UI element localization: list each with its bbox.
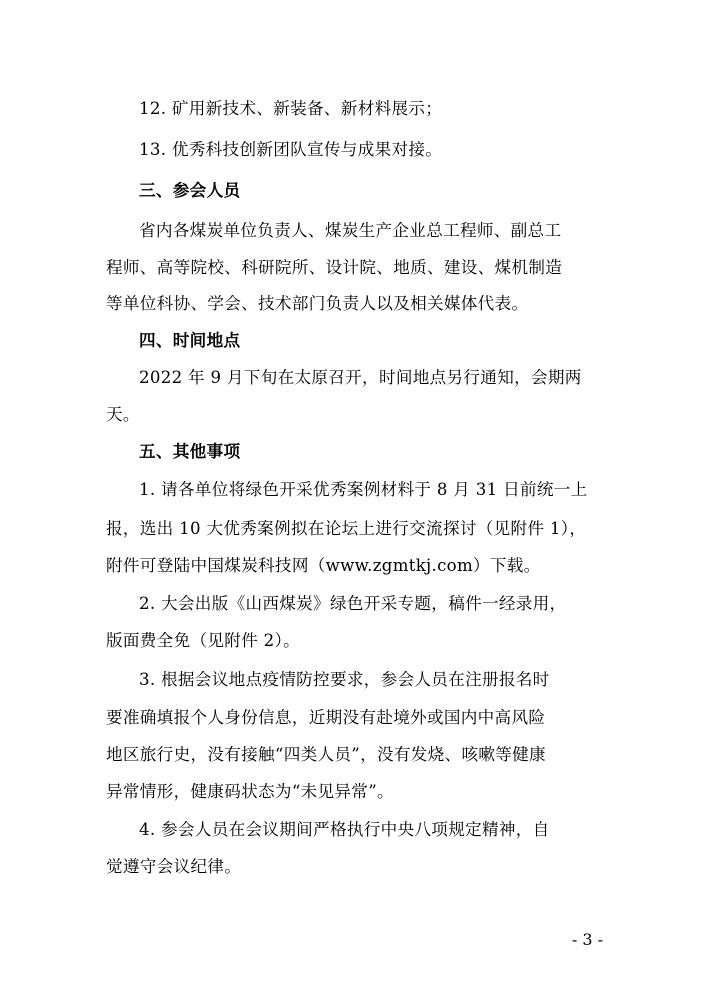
paragraph-line: 4. 参会人员在会议期间严格执行中央八项规定精神，自 [139, 820, 550, 839]
paragraph-line: 等单位科协、学会、技术部门负责人以及相关媒体代表。 [106, 294, 529, 313]
section-heading-other-matters: 五、其他事项 [139, 442, 241, 461]
paragraph-line: 程师、高等院校、科研院所、设计院、地质、建设、煤机制造 [106, 258, 563, 277]
paragraph-line: 地区旅行史，没有接触“四类人员”，没有发烧、咳嗽等健康 [106, 745, 546, 764]
paragraph-line: 附件可登陆中国煤炭科技网（www.zgmtkj.com）下载。 [106, 556, 541, 575]
paragraph-line: 版面费全免（见附件 2）。 [106, 631, 300, 650]
section-heading-attendees: 三、参会人员 [139, 181, 241, 200]
paragraph-line: 省内各煤炭单位负责人、煤炭生产企业总工程师、副总工 [139, 221, 562, 240]
paragraph-line: 2022 年 9 月下旬在太原召开，时间地点另行通知，会期两 [139, 368, 582, 387]
paragraph-line: 要准确填报个人身份信息，近期没有赴境外或国内中高风险 [106, 708, 546, 727]
paragraph-line: 觉遵守会议纪律。 [106, 857, 242, 876]
paragraph-line: 1. 请各单位将绿色开采优秀案例材料于 8 月 31 日前统一上 [139, 480, 588, 499]
list-item-13: 13. 优秀科技创新团队宣传与成果对接。 [139, 140, 443, 159]
paragraph-line: 异常情形，健康码状态为“未见异常”。 [106, 782, 394, 801]
page-number: - 3 - [571, 930, 603, 949]
paragraph-line: 2. 大会出版《山西煤炭》绿色开采专题，稿件一经录用， [139, 594, 567, 613]
section-heading-time-place: 四、时间地点 [139, 331, 241, 350]
paragraph-line: 天。 [106, 405, 140, 424]
paragraph-line: 报，选出 10 大优秀案例拟在论坛上进行交流探讨（见附件 1）， [106, 519, 587, 538]
paragraph-line: 3. 根据会议地点疫情防控要求，参会人员在注册报名时 [139, 670, 550, 689]
list-item-12: 12. 矿用新技术、新装备、新材料展示； [139, 99, 443, 118]
